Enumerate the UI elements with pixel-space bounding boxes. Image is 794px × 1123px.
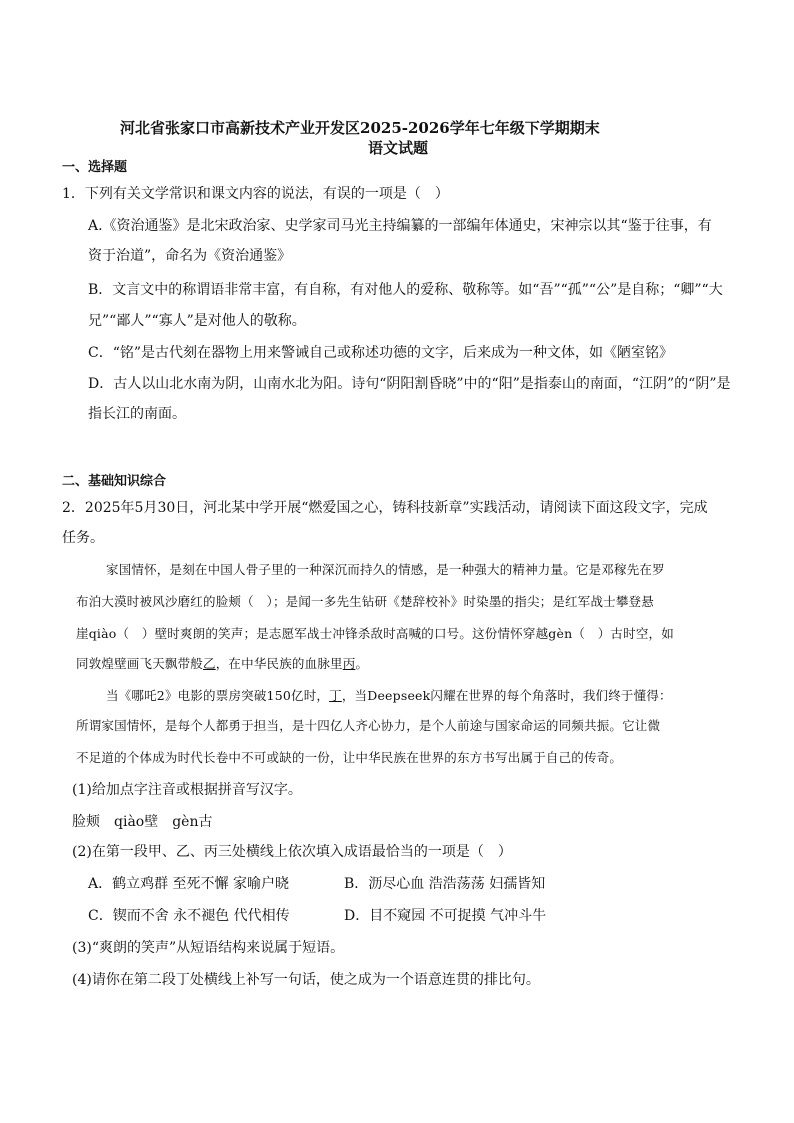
passage-text: ，当Deepseek闪耀在世界的每个角落时，我们终于懂得：	[341, 688, 672, 703]
question-1-option-c: C．“铭”是古代刻在器物上用来警诫自己或称述功德的文字，后来成为一种文体，如《陋室铭》	[88, 345, 674, 361]
passage-text: 同敦煌壁画飞天飘带般	[76, 656, 204, 671]
question-1-stem: 1．下列有关文学常识和课文内容的说法，有误的一项是（ ）	[62, 186, 449, 202]
passage-text: 当《哪吒2》电影的票房突破150亿时，	[106, 688, 330, 703]
sub-question-2-option-a: A．鹤立鸡群 至死不懈 家喻户晓	[88, 876, 290, 892]
sub-question-4: (4)请你在第二段丁处横线上补写一句话，使之成为一个语意连贯的排比句。	[72, 972, 540, 988]
question-2-stem: 2．2025年5月30日，河北某中学开展“燃爱国之心，铸科技新章”实践活动，请阅读下面这段文字，完成	[62, 500, 708, 516]
sub-question-2: (2)在第一段甲、乙、丙三处横线上依次填入成语最恰当的一项是（ ）	[72, 844, 512, 860]
section-heading-choice: 一、选择题	[62, 160, 128, 175]
page-subtitle: 语文试题	[368, 139, 429, 157]
sub-question-2-option-b: B．沥尽心血 浩浩荡荡 妇孺皆知	[344, 876, 546, 892]
page-title: 河北省张家口市高新技术产业开发区2025-2026学年七年级下学期期末	[120, 119, 600, 137]
passage-text: 。	[355, 656, 369, 671]
sub-question-1-items: 脸颊 qiào壁 gèn古	[72, 814, 213, 830]
blank-bing: 丙	[342, 656, 356, 671]
sub-question-3: (3)“爽朗的笑声”从短语结构来说属于短语。	[72, 940, 345, 956]
blank-yi: 乙	[203, 656, 216, 671]
blank-ding: 丁	[329, 688, 342, 703]
question-1-option-a: A.《资治通鉴》是北宋政治家、史学家司马光主持编纂的一部编年体通史，宋神宗以其“鉴于往事，有	[88, 218, 712, 234]
section-heading-basic: 二、基础知识综合	[62, 474, 167, 489]
passage-p1-line3: 崖qiào（ ）壁时爽朗的笑声；是志愿军战士冲锋杀敌时高喊的口号。这份情怀穿越gèn（ ）古时空，如	[76, 626, 674, 641]
sub-question-1: (1)给加点字注音或根据拼音写汉字。	[72, 782, 302, 798]
sub-question-2-option-d: D．目不窥园 不可捉摸 气冲斗牛	[344, 908, 547, 924]
passage-p1-line1: 家国情怀，是刻在中国人骨子里的一种深沉而持久的情感，是一种强大的精神力量。它是邓稼先在罗	[106, 562, 665, 577]
passage-p2-line3: 不足道的个体成为时代长卷中不可或缺的一份，让中华民族在世界的东方书写出属于自己的传奇。	[76, 750, 623, 765]
passage-p2-line2: 所谓家国情怀，是每个人都勇于担当，是十四亿人齐心协力，是个人前途与国家命运的同频共振。它让微	[76, 718, 661, 733]
question-1-option-b: B．文言文中的称谓语非常丰富，有自称，有对他人的爱称、敬称等。如“吾”“孤”“公”是自称；“卿”“大	[88, 282, 723, 298]
passage-text: ，在中华民族的血脉里	[215, 656, 343, 671]
question-1-option-b-cont: 兄”“鄙人”“寡人”是对他人的敬称。	[88, 313, 306, 329]
passage-p2-line1	[106, 686, 672, 706]
passage-p1-line2: 布泊大漠时被风沙磨红的脸颊（ ）；是闻一多先生钻研《楚辞校补》时染墨的指尖；是红军战士攀登悬	[76, 594, 654, 609]
passage-p1-line4	[76, 654, 368, 674]
question-1-option-d: D．古人以山北水南为阴，山南水北为阳。诗句“阴阳割昏晓”中的“阳”是指泰山的南面，“江阴”的“阴”是	[88, 376, 731, 392]
question-1-option-d-cont: 指长江的南面。	[88, 406, 186, 422]
question-2-stem-cont: 任务。	[62, 530, 104, 546]
sub-question-2-option-c: C．锲而不舍 永不褪色 代代相传	[88, 908, 290, 924]
question-1-option-a-cont: 资于治道”，命名为《资治通鉴》	[88, 248, 292, 264]
